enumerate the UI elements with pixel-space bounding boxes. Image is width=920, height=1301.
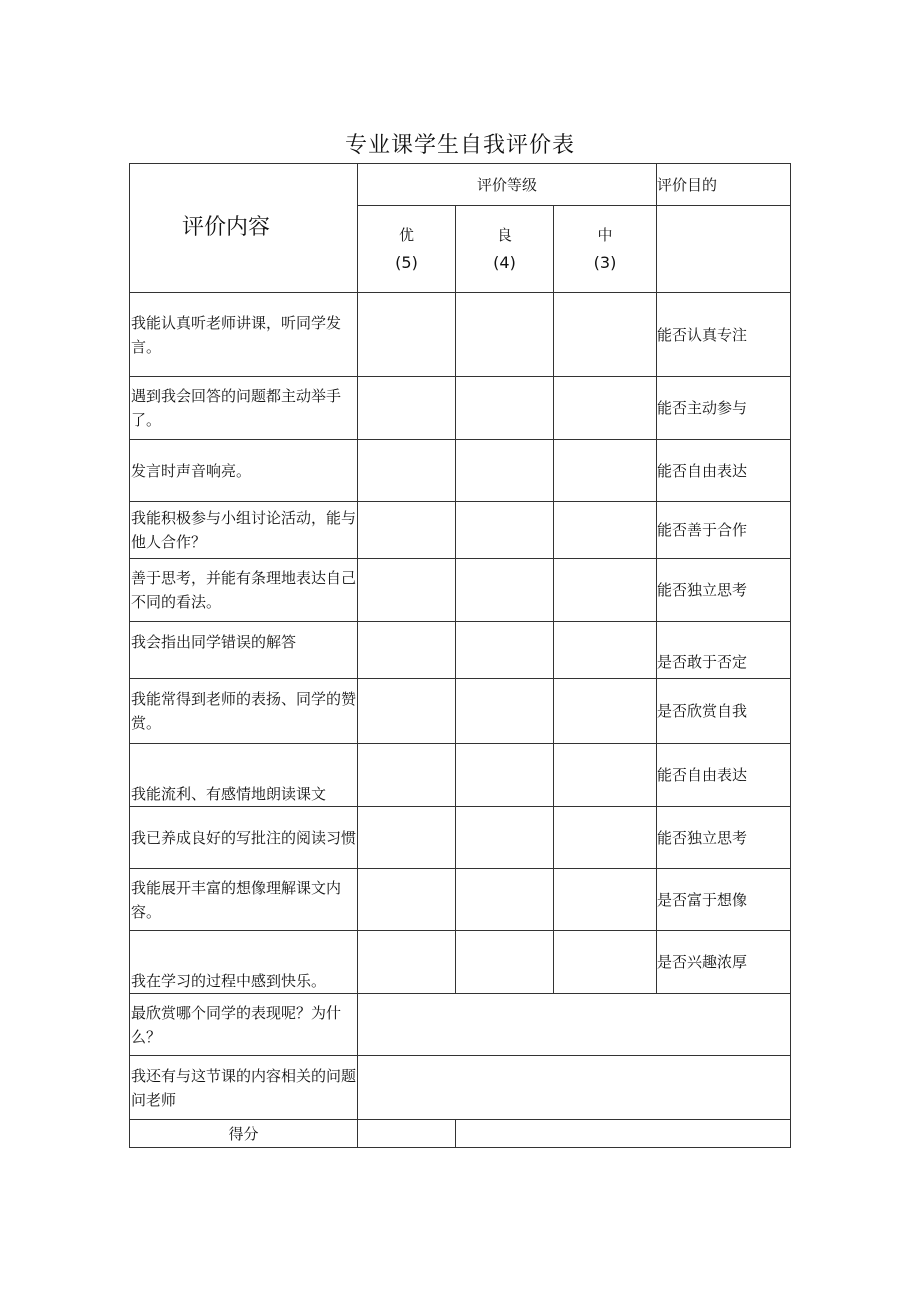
grade-cell-excellent[interactable]: [358, 622, 456, 679]
row-purpose: 能否自由表达: [657, 744, 791, 807]
grade-cell-good[interactable]: [456, 679, 554, 744]
row-content: 发言时声音响亮。: [130, 440, 358, 502]
grade-cell-medium[interactable]: [554, 679, 657, 744]
grade-score: (5): [395, 253, 418, 272]
row-purpose: 能否独立思考: [657, 559, 791, 622]
grade-good: [456, 206, 554, 293]
grade-cell-excellent[interactable]: [358, 293, 456, 377]
grade-cell-good[interactable]: [456, 377, 554, 440]
evaluation-table: [129, 163, 791, 1148]
row-purpose: 能否主动参与: [657, 377, 791, 440]
row-content: 遇到我会回答的问题都主动举手了。: [130, 377, 358, 440]
row-content: 善于思考，并能有条理地表达自己不同的看法。: [130, 559, 358, 622]
grade-header: 评价等级: [358, 164, 657, 206]
grade-cell-medium[interactable]: [554, 293, 657, 377]
grade-cell-good[interactable]: [456, 622, 554, 679]
score-label: 得分: [130, 1120, 358, 1148]
table-row: [130, 744, 791, 807]
grade-medium: [554, 206, 657, 293]
table-row: [130, 440, 791, 502]
question-answer[interactable]: [358, 1056, 791, 1120]
score-cell[interactable]: [358, 1120, 456, 1148]
grade-cell-medium[interactable]: [554, 440, 657, 502]
table-row: [130, 869, 791, 931]
question-prompt: 最欣赏哪个同学的表现呢？为什么？: [130, 994, 358, 1056]
grade-cell-excellent[interactable]: [358, 502, 456, 559]
grade-score: (3): [593, 253, 617, 272]
row-content: 我能流利、有感情地朗读课文: [130, 744, 358, 807]
page-title: 专业课学生自我评价表: [344, 133, 575, 158]
row-content: 我能积极参与小组讨论活动，能与他人合作？: [130, 502, 358, 559]
table-row: [130, 931, 791, 994]
grade-cell-good[interactable]: [456, 502, 554, 559]
row-purpose: 能否认真专注: [657, 293, 791, 377]
row-content: 我能展开丰富的想像理解课文内容。: [130, 869, 358, 931]
grade-cell-medium[interactable]: [554, 807, 657, 869]
grade-cell-good[interactable]: [456, 440, 554, 502]
row-purpose: 是否敢于否定: [657, 622, 791, 679]
row-purpose: 能否自由表达: [657, 440, 791, 502]
grade-cell-excellent[interactable]: [358, 931, 456, 994]
table-row: [130, 559, 791, 622]
table-row: [130, 377, 791, 440]
row-purpose: 是否欣赏自我: [657, 679, 791, 744]
row-content: 我能认真听老师讲课，听同学发言。: [130, 293, 358, 377]
grade-cell-good[interactable]: [456, 744, 554, 807]
table-row: [130, 293, 791, 377]
score-remark-cell[interactable]: [456, 1120, 791, 1148]
grade-cell-medium[interactable]: [554, 622, 657, 679]
grade-cell-medium[interactable]: [554, 744, 657, 807]
grade-name: 优: [398, 226, 414, 244]
purpose-header-blank: [657, 206, 791, 293]
table-row: [130, 679, 791, 744]
grade-cell-excellent[interactable]: [358, 807, 456, 869]
grade-cell-excellent[interactable]: [358, 679, 456, 744]
grade-cell-medium[interactable]: [554, 559, 657, 622]
row-content: 我已养成良好的写批注的阅读习惯: [130, 807, 358, 869]
score-row: [130, 1120, 791, 1148]
grade-cell-good[interactable]: [456, 869, 554, 931]
grade-cell-good[interactable]: [456, 931, 554, 994]
grade-cell-excellent[interactable]: [358, 440, 456, 502]
grade-cell-good[interactable]: [456, 559, 554, 622]
grade-cell-medium[interactable]: [554, 931, 657, 994]
grade-cell-medium[interactable]: [554, 869, 657, 931]
grade-score: (4): [493, 253, 516, 272]
grade-cell-medium[interactable]: [554, 502, 657, 559]
row-content: 我能常得到老师的表扬、同学的赞赏。: [130, 679, 358, 744]
question-row: [130, 994, 791, 1056]
row-content: 我会指出同学错误的解答: [130, 622, 358, 679]
row-content: 我在学习的过程中感到快乐。: [130, 931, 358, 994]
row-purpose: 是否富于想像: [657, 869, 791, 931]
grade-cell-excellent[interactable]: [358, 869, 456, 931]
table-row: [130, 502, 791, 559]
table-row: [130, 807, 791, 869]
question-prompt: 我还有与这节课的内容相关的问题问老师: [130, 1056, 358, 1120]
content-header: 评价内容: [130, 164, 358, 293]
purpose-header: 评价目的: [657, 164, 791, 206]
grade-cell-medium[interactable]: [554, 377, 657, 440]
grade-excellent: [358, 206, 456, 293]
grade-cell-good[interactable]: [456, 293, 554, 377]
grade-cell-good[interactable]: [456, 807, 554, 869]
grade-cell-excellent[interactable]: [358, 377, 456, 440]
grade-name: 中: [597, 226, 613, 244]
row-purpose: 能否独立思考: [657, 807, 791, 869]
grade-cell-excellent[interactable]: [358, 744, 456, 807]
table-row: [130, 622, 791, 679]
grade-name: 良: [496, 226, 512, 244]
question-answer[interactable]: [358, 994, 791, 1056]
grade-cell-excellent[interactable]: [358, 559, 456, 622]
row-purpose: 能否善于合作: [657, 502, 791, 559]
row-purpose: 是否兴趣浓厚: [657, 931, 791, 994]
question-row: [130, 1056, 791, 1120]
